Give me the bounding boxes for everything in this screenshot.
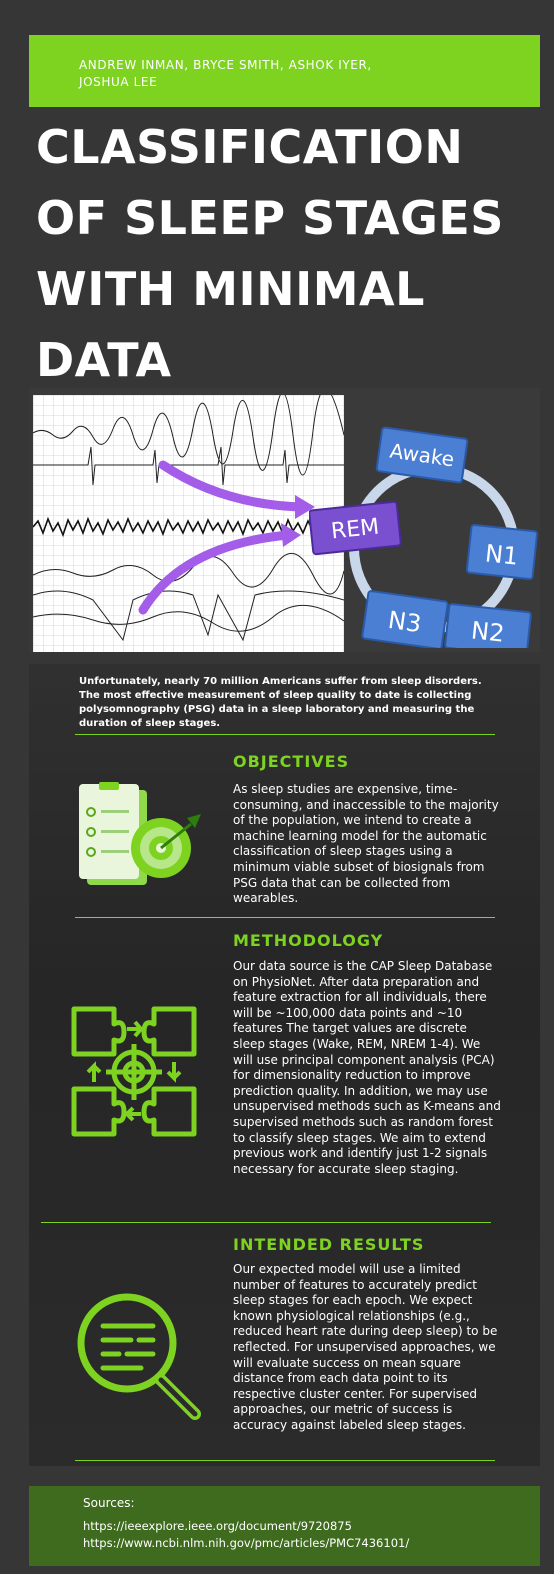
methodology-heading: METHODOLOGY [233, 931, 384, 950]
source-link-1[interactable]: https://ieeexplore.ieee.org/document/9720875 [83, 1519, 352, 1533]
title-line-4: DATA [36, 333, 172, 387]
checklist-target-icon [69, 782, 219, 892]
sources-footer [29, 1486, 540, 1566]
title-line-1: CLASSIFICATION [36, 120, 464, 174]
stage-n1 [467, 525, 538, 580]
source-link-2[interactable]: https://www.ncbi.nlm.nih.gov/pmc/articles/PMC7436101/ [83, 1536, 410, 1550]
authors-line-2: JOSHUA LEE [79, 75, 158, 89]
objectives-body: As sleep studies are expensive, time-consuming, and inaccessible to the majority of the population, we intend to create a machine learning model for the automatic classification of sleep stages using a minimum viable subset of biosignals from PSG data that can be collected from wearables. [233, 782, 499, 906]
title-line-3: WITH MINIMAL [36, 262, 425, 316]
sleep-stage-cycle-diagram [309, 418, 539, 648]
stage-rem [309, 502, 401, 555]
divider [41, 1222, 491, 1223]
objectives-heading: OBJECTIVES [233, 752, 350, 771]
sources-label: Sources: [83, 1496, 135, 1510]
magnifying-glass-icon [69, 1288, 209, 1428]
stage-rem-label: REM [329, 514, 381, 545]
authors-banner [29, 35, 540, 107]
stage-n2 [445, 604, 531, 648]
page-title [36, 112, 548, 396]
stage-n3-label: N3 [386, 605, 424, 639]
stage-awake-label: Awake [388, 438, 456, 472]
stage-n3 [362, 591, 448, 648]
divider [75, 917, 495, 918]
authors-line-1: ANDREW INMAN, BRYCE SMITH, ASHOK IYER, [79, 58, 372, 72]
divider [75, 1460, 495, 1461]
stage-awake [376, 427, 467, 483]
stage-n1-label: N1 [483, 539, 520, 571]
methodology-body: Our data source is the CAP Sleep Database on PhysioNet. After data preparation and feature extraction for all individuals, there will be ~100,000 data points and ~10 features The target values are discrete sleep stages (Wake, REM, NREM 1-4). We will use principal component analysis (PCA) for dimensionality reduction to improve prediction quality. In addition, we may use unsupervised methods such as K-means and supervised methods such as random forest to classify sleep stages. We aim to extend previous work and identify just 1-2 signals necessary for accurate sleep staging. [233, 959, 501, 1176]
stage-n2-label: N2 [469, 616, 506, 648]
intro-paragraph: Unfortunately, nearly 70 million Americans suffer from sleep disorders. The most effective measurement of sleep quality to date is collecting polysomnography (PSG) data in a sleep laboratory and measuring the duration of sleep stages. [79, 676, 482, 729]
puzzle-target-icon [69, 1004, 199, 1144]
results-body: Our expected model will use a limited number of features to accurately predict sleep stages for each epoch. We expect known physiological relationships (e.g., reduced heart rate during deep sleep) to be reflected. For unsupervised approaches, we will evaluate success on mean square distance from each data point to its respective cluster center. For supervised approaches, our metric of success is accuracy against labeled sleep stages. [233, 1262, 498, 1432]
title-line-2: OF SLEEP STAGES [36, 191, 504, 245]
results-heading: INTENDED RESULTS [233, 1235, 425, 1254]
polysomnography-trace-image [33, 395, 344, 652]
divider [75, 734, 495, 735]
content-panel [29, 664, 540, 1466]
hero-illustration [29, 388, 540, 652]
